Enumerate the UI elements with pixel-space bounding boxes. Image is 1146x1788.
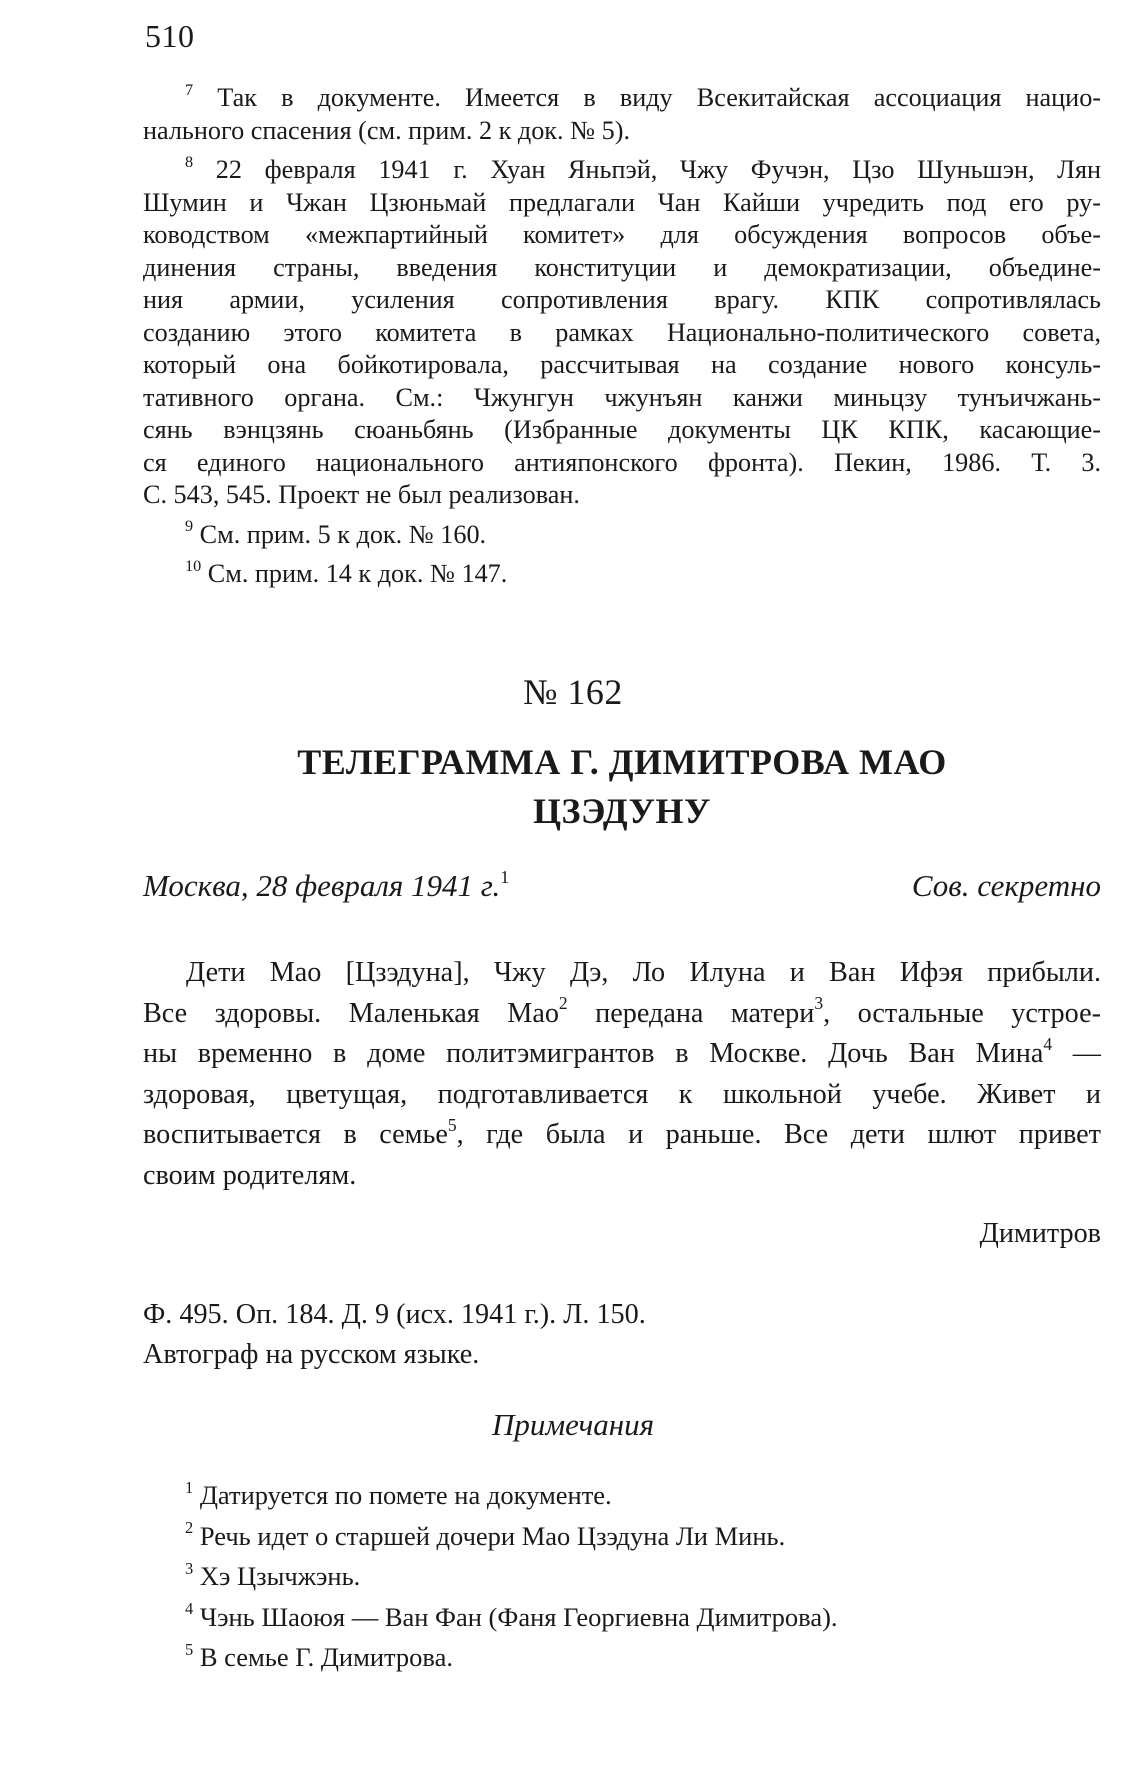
footnote-10 [143, 558, 1101, 591]
note-item [185, 1516, 838, 1557]
footnote-7 [143, 82, 1101, 147]
archive-reference [143, 1295, 646, 1375]
body-text: передана матери [567, 997, 815, 1029]
archive-line: Ф. 495. Оп. 184. Д. 9 (исх. 1941 г.). Л. 150. [143, 1299, 646, 1330]
document-number: № 162 [523, 672, 623, 712]
body-line: Дети Мао [Цзэдуна], Чжу Дэ, Ло Илуна и Ван Ифэя прибыли. [186, 957, 1101, 988]
telegram-body [143, 953, 1101, 1196]
document-title-line: ЦЗЭДУНУ [533, 791, 711, 831]
footnote-marker: 2 [185, 1518, 194, 1538]
page-number: 510 [145, 18, 195, 54]
document-title [143, 738, 1101, 836]
footnote-marker: 1 [500, 866, 510, 887]
footnote-marker: 4 [185, 1599, 194, 1619]
note-item [185, 1475, 838, 1516]
footnote-text: Так в документе. Имеется в виду Всекитайская ассоциация нацио- [217, 83, 1102, 112]
footnote-line: ся единого национального антияпонского фронта). Пекин, 1986. Т. 3. [143, 447, 1101, 477]
body-line [143, 1115, 1101, 1156]
footnote-line: который она бойкотировала, рассчитывая на создание нового консуль- [143, 350, 1101, 379]
body-text: , остальные устрое- [823, 997, 1101, 1029]
footnote-text: См. прим. 14 к док. № 147. [207, 559, 508, 588]
dateline [143, 868, 1101, 904]
note-text: Датируется по помете на документе. [199, 1480, 612, 1510]
body-text: Все здоровы. Маленькая Мао [143, 997, 559, 1029]
body-line [143, 994, 1101, 1035]
footnote-line: нального спасения (см. прим. 2 к док. № 5). [143, 115, 631, 145]
archive-line: Автограф на русском языке. [143, 1339, 480, 1370]
footnote-marker: 4 [1043, 1033, 1053, 1054]
footnote-marker: 5 [185, 1639, 194, 1659]
footnote-line: ководством «межпартийный комитет» для обсуждения вопросов объе- [143, 220, 1101, 249]
footnote-text: См. прим. 5 к док. № 160. [199, 519, 487, 549]
signature: Димитров [979, 1218, 1101, 1249]
footnote-line: тативного органа. См.: Чжунгун чжунъян канжи миньцзу тунъичжань- [143, 382, 1101, 412]
body-line: здоровая, цветущая, подготавливается к школьной учебе. Живет и [143, 1078, 1101, 1110]
body-text: ны временно в доме политэмигрантов в Москве. Дочь Ван Мина [143, 1038, 1044, 1069]
note-text: Хэ Цзычжэнь. [199, 1561, 361, 1591]
footnote-marker: 8 [185, 152, 194, 171]
body-text: — [1052, 1038, 1101, 1069]
footnote-marker: 2 [558, 993, 568, 1014]
footnote-line: сянь вэнцзянь сюаньбянь (Избранные документы ЦК КПК, касающие- [143, 415, 1101, 444]
note-text: В семье Г. Димитрова. [199, 1642, 453, 1672]
body-line [143, 1034, 1101, 1075]
footnote-marker: 9 [185, 517, 194, 536]
footnote-marker: 1 [185, 1477, 194, 1497]
footnote-text: 22 февраля 1941 г. Хуан Яньпэй, Чжу Фучэн, Цзо Шуньшэн, Лян [215, 155, 1102, 184]
footnote-8 [143, 154, 1101, 512]
place-date-text: Москва, 28 февраля 1941 г. [143, 868, 501, 903]
footnote-9 [143, 519, 1101, 552]
document-notes [185, 1475, 838, 1678]
body-text: воспитывается в семье [143, 1119, 448, 1150]
footnote-line: динения страны, введения конституции и демократизации, объедине- [143, 252, 1101, 282]
notes-heading: Примечания [491, 1407, 655, 1442]
footnote-marker: 3 [814, 993, 824, 1014]
note-item [185, 1597, 838, 1638]
footnote-line [143, 82, 1101, 115]
footnote-marker: 5 [447, 1114, 457, 1135]
footnote-line: Шумин и Чжан Цзюньмай предлагали Чан Кайши учредить под его ру- [143, 187, 1101, 217]
footnote-marker: 10 [185, 556, 202, 575]
footnote-marker: 7 [185, 80, 194, 99]
note-item [185, 1637, 838, 1678]
previous-document-notes [143, 82, 1101, 598]
place-and-date [143, 868, 509, 904]
footnote-line [143, 558, 1101, 591]
note-text: Чэнь Шаоюя — Ван Фан (Фаня Георгиевна Димитрова). [199, 1601, 838, 1632]
footnote-line: С. 543, 545. Проект не был реализован. [143, 480, 580, 509]
footnote-line: ния армии, усиления сопротивления врагу. КПК сопротивлялась [143, 285, 1101, 314]
footnote-line [143, 154, 1101, 187]
document-title-line: ТЕЛЕГРАММА Г. ДИМИТРОВА МАО [297, 742, 947, 782]
note-item [185, 1556, 838, 1597]
classification-label: Сов. секретно [911, 868, 1101, 903]
footnote-line [143, 519, 1101, 552]
body-line: своим родителям. [143, 1159, 357, 1191]
footnote-marker: 3 [185, 1558, 194, 1578]
note-text: Речь идет о старшей дочери Мао Цзэдуна Ли Минь. [199, 1520, 786, 1551]
body-text: , где была и раньше. Все дети шлют привет [456, 1119, 1101, 1150]
footnote-line: созданию этого комитета в рамках Национально-политического совета, [143, 317, 1101, 347]
